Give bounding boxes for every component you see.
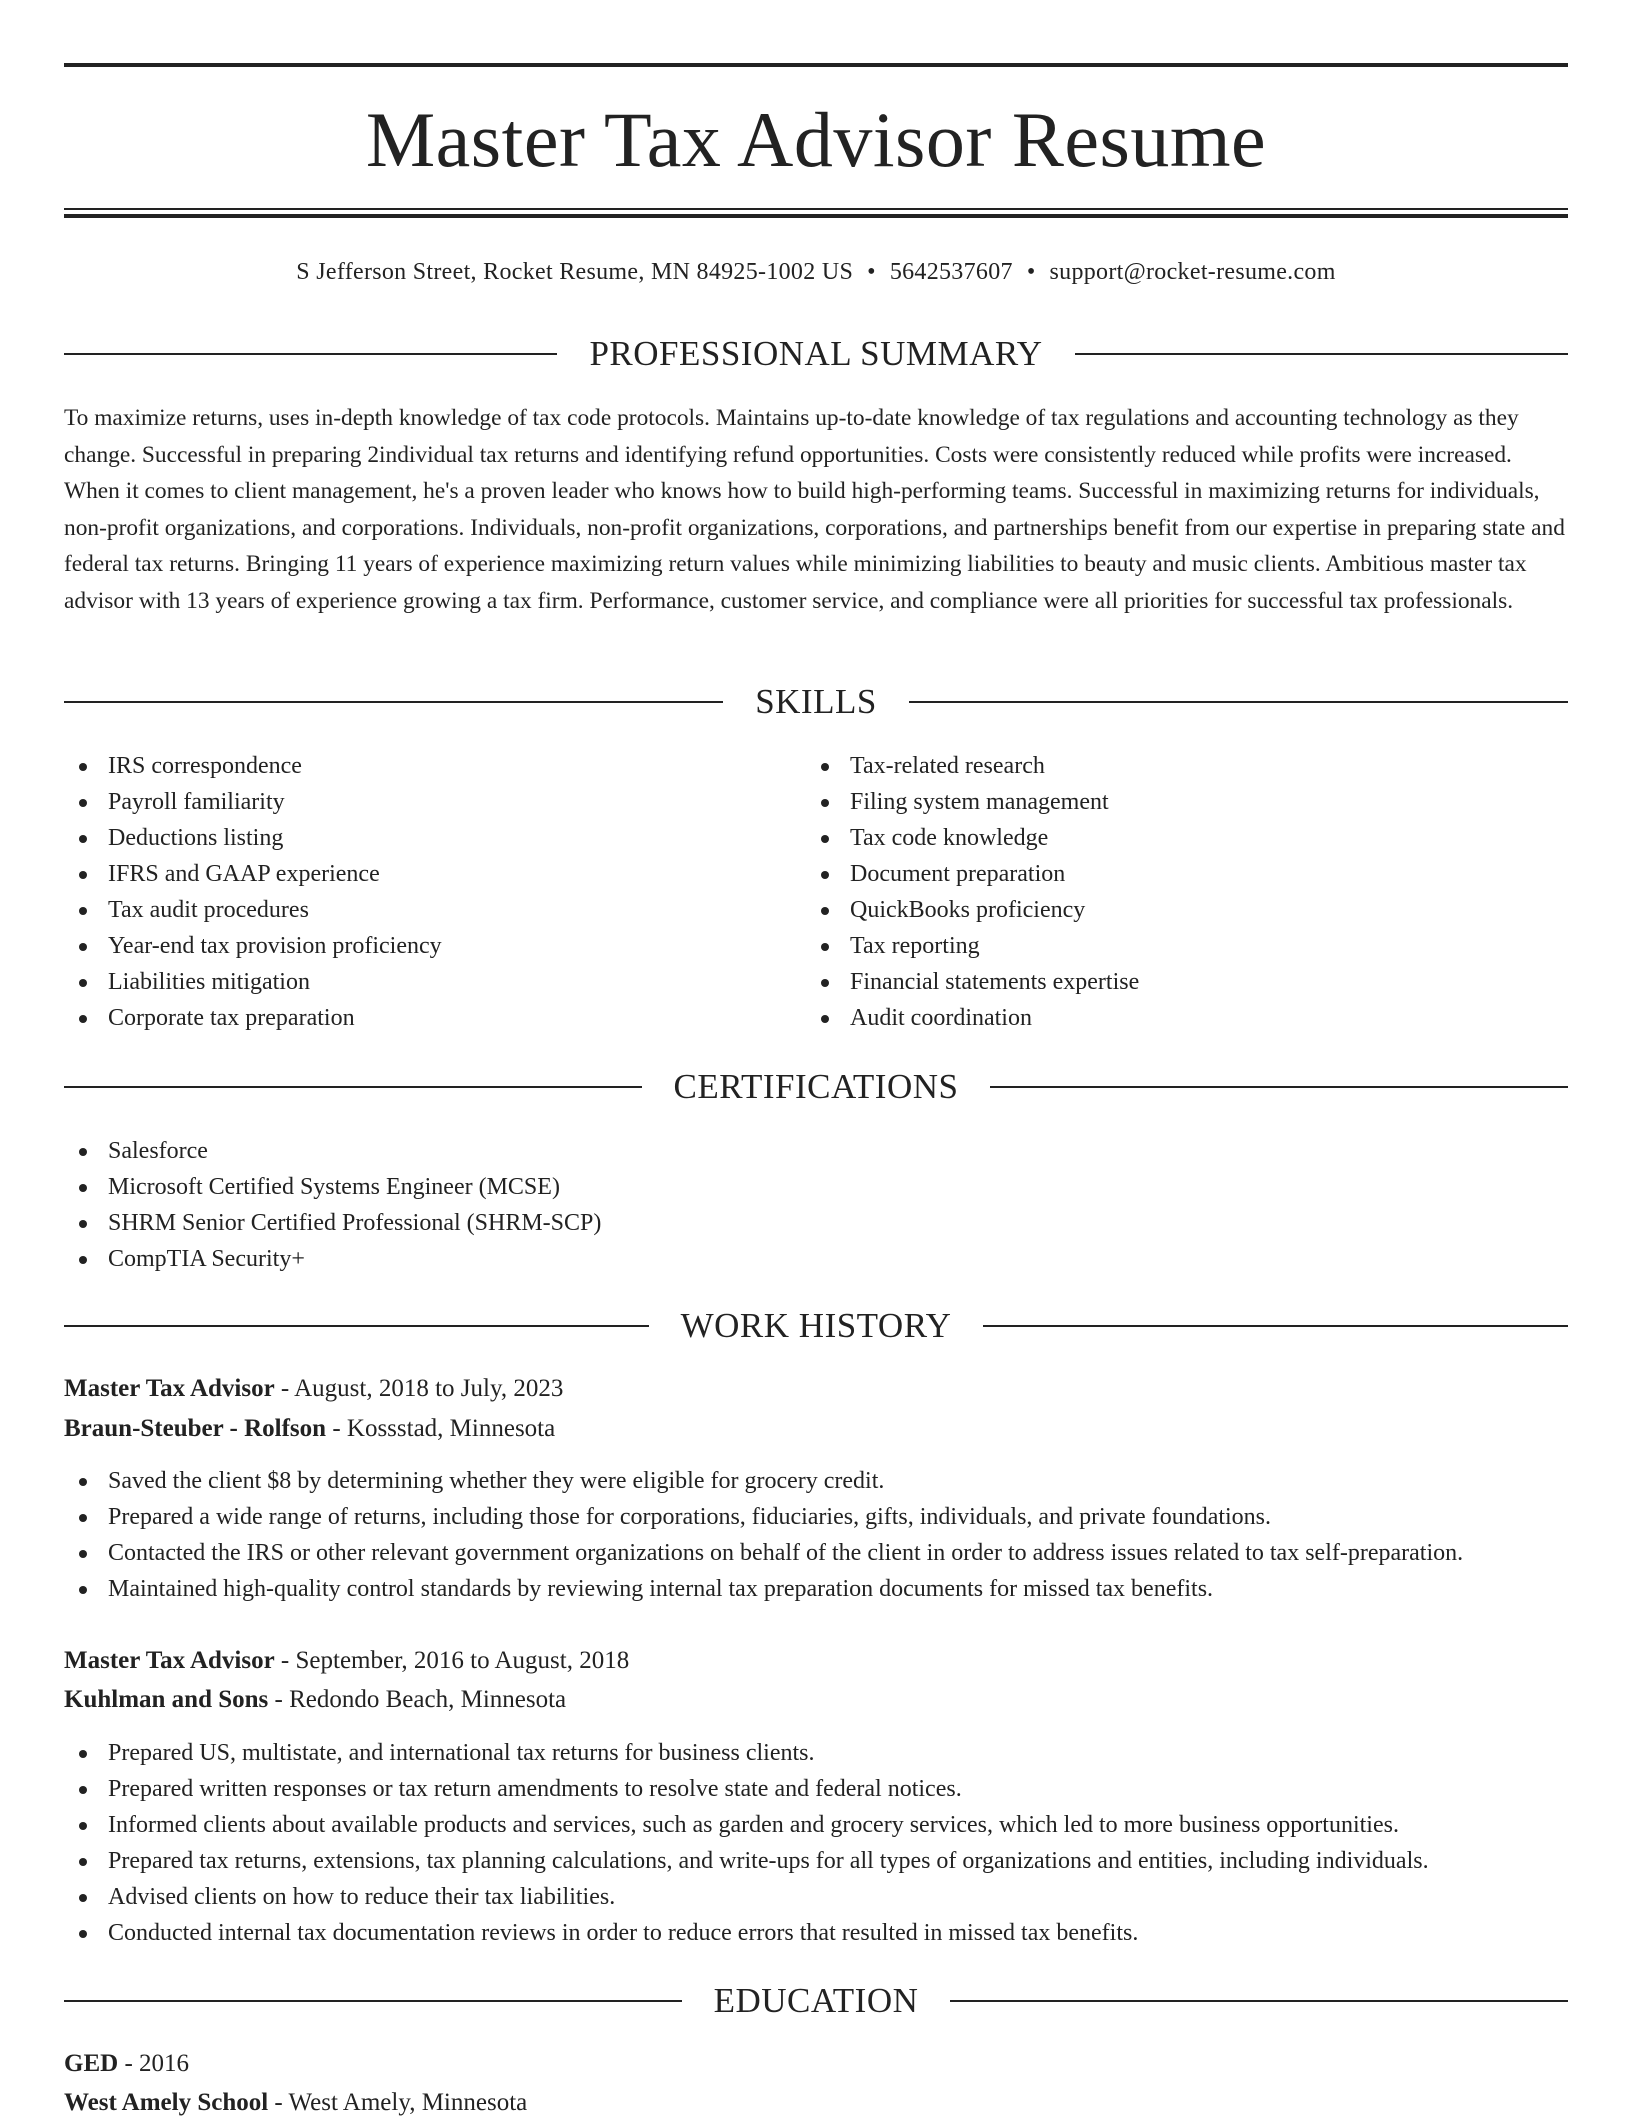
skill-item: Tax code knowledge (806, 820, 1566, 856)
skill-item: Tax-related research (806, 748, 1566, 784)
job-bullet: Saved the client $8 by determining whether they were eligible for grocery credit. (64, 1463, 1568, 1499)
education-year: - 2016 (118, 2050, 190, 2077)
job-location: - Kossstad, Minnesota (326, 1415, 556, 1442)
job-company-line (64, 1410, 1568, 1448)
job-bullets (64, 1735, 1568, 1951)
job-bullet: Prepared tax returns, extensions, tax planning calculations, and write-ups for all types of organizations and entities, including individuals. (64, 1843, 1568, 1879)
skill-item: Audit coordination (806, 1000, 1566, 1036)
skill-item: Year-end tax provision proficiency (64, 928, 804, 964)
skill-item: Financial statements expertise (806, 964, 1566, 1000)
skill-item: Document preparation (806, 856, 1566, 892)
certification-item: Microsoft Certified Systems Engineer (MCSE) (64, 1169, 1568, 1205)
skill-item: Liabilities mitigation (64, 964, 804, 1000)
heading-rule (64, 353, 557, 355)
contact-separator: • (1026, 259, 1036, 285)
job-title: Master Tax Advisor (64, 1375, 275, 1402)
job-bullet: Conducted internal tax documentation reviews in order to reduce errors that resulted in missed tax benefits. (64, 1915, 1568, 1951)
contact-address: S Jefferson Street, Rocket Resume, MN 84925-1002 US (296, 259, 854, 285)
title-double-rule (64, 208, 1568, 218)
section-heading-summary (64, 332, 1568, 376)
job-dates: - September, 2016 to August, 2018 (274, 1647, 630, 1674)
job-company: Kuhlman and Sons (64, 1686, 269, 1713)
contact-separator: • (867, 259, 876, 285)
section-title: EDUCATION (713, 1981, 919, 2020)
job-company-line (64, 1681, 1568, 1719)
skill-item: Tax reporting (806, 928, 1566, 964)
skill-item: QuickBooks proficiency (806, 892, 1566, 928)
heading-rule (950, 2000, 1568, 2002)
job-bullet: Contacted the IRS or other relevant government organizations on behalf of the client in order to address issues related to tax self-preparation. (64, 1535, 1568, 1571)
section-heading-work-history (64, 1304, 1568, 1348)
certifications-list (64, 1133, 1568, 1277)
job-title-line (64, 1642, 1568, 1680)
job-location: - Redondo Beach, Minnesota (268, 1686, 567, 1713)
section-title: PROFESSIONAL SUMMARY (589, 334, 1043, 373)
job-bullet: Prepared US, multistate, and international tax returns for business clients. (64, 1735, 1568, 1771)
section-title: CERTIFICATIONS (673, 1067, 959, 1106)
section-title: SKILLS (755, 682, 877, 721)
heading-rule (909, 701, 1568, 703)
heading-rule (990, 1086, 1568, 1088)
top-rule (64, 63, 1568, 67)
skill-item: IFRS and GAAP experience (64, 856, 804, 892)
section-heading-certifications (64, 1065, 1568, 1109)
heading-rule (983, 1325, 1568, 1327)
job-bullet: Prepared a wide range of returns, including those for corporations, fiduciaries, gifts, individuals, and private foundations. (64, 1499, 1568, 1535)
skill-item: Deductions listing (64, 820, 804, 856)
heading-rule (64, 1325, 649, 1327)
job-title-line (64, 1370, 1568, 1408)
job-bullet: Informed clients about available products and services, such as garden and grocery services, which led to more business opportunities. (64, 1807, 1568, 1843)
contact-phone: 5642537607 (889, 259, 1013, 285)
job-bullet: Prepared written responses or tax return amendments to resolve state and federal notices. (64, 1771, 1568, 1807)
contact-line (64, 256, 1568, 288)
skill-item: IRS correspondence (64, 748, 804, 784)
job-dates: - August, 2018 to July, 2023 (274, 1375, 564, 1402)
skill-item: Payroll familiarity (64, 784, 804, 820)
certification-item: Salesforce (64, 1133, 1568, 1169)
section-heading-skills (64, 680, 1568, 724)
education-location: - West Amely, Minnesota (268, 2089, 528, 2116)
education-school: West Amely School (64, 2089, 269, 2116)
skills-list-left (64, 748, 804, 1036)
resume-title: Master Tax Advisor Resume (365, 96, 1267, 183)
education-degree-line (64, 2045, 1568, 2083)
job-title: Master Tax Advisor (64, 1647, 275, 1674)
summary-text: To maximize returns, uses in-depth knowledge of tax code protocols. Maintains up-to-date knowledge of tax regulations and accounting technology as they change. Successful in preparing 2individual tax returns and identifying refund opportunities. Costs were consistently reduced while profits were increased. When it comes to client management, he's a proven leader who knows how to build high-performing teams. Successful in maximizing returns for individuals, non-profit organizations, and corporations. Individuals, non-profit organizations, corporations, and partnerships benefit from our expertise in preparing state and federal tax returns. Bringing 11 years of experience maximizing return values while minimizing liabilities to beauty and music clients. Ambitious master tax advisor with 13 years of experience growing a tax firm. Performance, customer service, and compliance were all priorities for successful tax professionals. (64, 405, 1565, 614)
skill-item: Filing system management (806, 784, 1566, 820)
job-bullet: Maintained high-quality control standards by reviewing internal tax preparation documents for missed tax benefits. (64, 1571, 1568, 1607)
skills-list-right (806, 748, 1566, 1036)
education-degree: GED (64, 2050, 119, 2077)
heading-rule (64, 2000, 682, 2002)
heading-rule (1075, 353, 1568, 355)
section-title: WORK HISTORY (680, 1306, 952, 1345)
heading-rule (64, 701, 723, 703)
section-heading-education (64, 1979, 1568, 2023)
education-school-line (64, 2084, 1568, 2122)
certification-item: CompTIA Security+ (64, 1241, 1568, 1277)
heading-rule (64, 1086, 642, 1088)
job-company: Braun-Steuber - Rolfson (64, 1415, 327, 1442)
job-bullets (64, 1463, 1568, 1607)
job-bullet: Advised clients on how to reduce their tax liabilities. (64, 1879, 1568, 1915)
skill-item: Corporate tax preparation (64, 1000, 804, 1036)
skill-item: Tax audit procedures (64, 892, 804, 928)
contact-email: support@rocket-resume.com (1049, 259, 1336, 285)
certification-item: SHRM Senior Certified Professional (SHRM-SCP) (64, 1205, 1568, 1241)
